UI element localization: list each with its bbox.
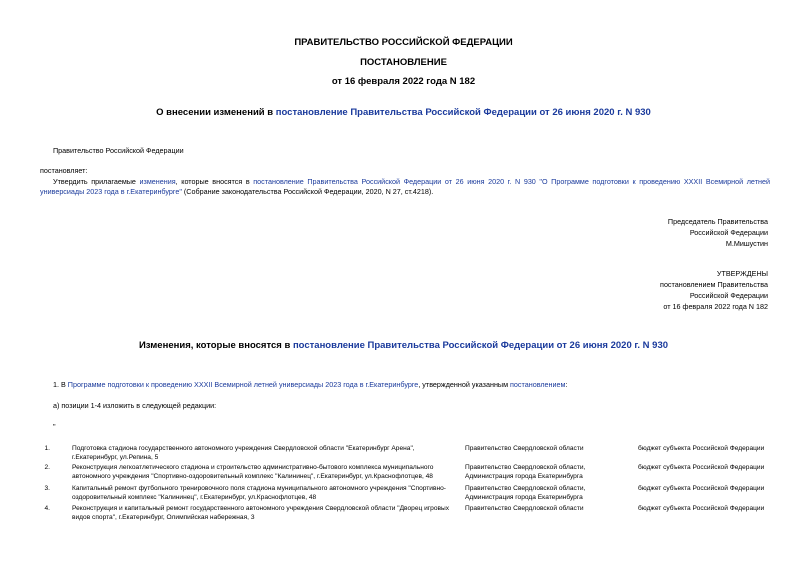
row-number: 1. [44,445,50,452]
row-description: Реконструкция легкоатлетического стадиона и строительство административно-бытового комплекса муниципального автономного учреждения "Спортивно-оздоровительный комплекс "Калининец", г.Екатеринбург, ул.Краснофлотцев, 48 [72,464,434,480]
row-responsible: Правительство Свердловской области [465,445,584,452]
signature-block [668,216,768,249]
row-responsible: Правительство Свердловской области [465,505,584,512]
program-link[interactable]: Программе подготовки к проведению XXXII Всемирной летней универсиады 2023 года в г.Екатеринбурге [67,380,419,389]
changes-title-prefix: Изменения, которые вносятся в [138,340,293,351]
row-description: Реконструкция и капитальный ремонт государственного автономного учреждения Свердловской области "Дворец игровых видов спорта", г.Екатеринбург, Олимпийская набережная, 3 [72,505,450,521]
row-responsible: Правительство Свердловской области, Администрация города Екатеринбурга [465,485,586,501]
approve-text: Утвердить прилагаемые [53,177,140,186]
item1-end: : [565,380,568,389]
document-type: ПОСТАНОВЛЕНИЕ [360,57,447,68]
document-title-prefix: О внесении изменений в [156,107,276,118]
document-date-number: от 16 февраля 2022 года N 182 [331,76,476,87]
resolution-link[interactable]: постановлением [510,380,566,389]
approval-line1: УТВЕРЖДЕНЫ [716,269,768,278]
amended-resolution-link[interactable]: постановление Правительства Российской Федерации от 26 июня 2020 г. N 930 [275,107,651,118]
government-title: ПРАВИТЕЛЬСТВО РОССИЙСКОЙ ФЕДЕРАЦИИ [294,37,513,48]
document-title [0,107,807,118]
row-funding: бюджет субъекта Российской Федерации [638,505,765,512]
row-description: Подготовка стадиона государственного автономного учреждения Свердловской области "Екатеринбург Арена", г.Екатеринбург, ул.Репина, 5 [72,445,415,461]
row-funding: бюджет субъекта Российской Федерации [638,464,765,471]
row-description: Капитальный ремонт футбольного тренировочного поля стадиона муниципального автономного учреждения "Спортивно-оздоровительный комплекс "Калининец", г.Екатеринбург, ул.Краснофлотцев, 48 [72,485,446,501]
signer-position-line2: Российской Федерации [689,228,768,237]
changes-title [0,340,807,351]
approval-line3: Российской Федерации [689,291,768,300]
signer-name: М.Мишустин [725,239,768,248]
changes-item-1 [53,380,567,390]
changes-resolution-link[interactable]: постановление Правительства Российской Федерации от 26 июня 2020 г. N 930 [292,340,669,351]
mid-text: , которые вносятся в [175,177,254,186]
approval-line4: от 16 февраля 2022 года N 182 [663,302,768,311]
approval-block [660,268,768,312]
row-number: 3. [44,485,50,492]
changes-link[interactable]: изменения [139,177,176,186]
source-text: (Собрание законодательства Российской Федерации, 2020, N 27, ст.4218). [181,187,434,196]
issuer: Правительство Российской Федерации [53,146,184,155]
program-title-link[interactable]: "О Программе подготовки к проведению XXXII Всемирной летней универсиады 2023 года в г.Екатеринбурге" [40,177,770,196]
opening-quote: " [53,422,56,431]
row-funding: бюджет субъекта Российской Федерации [638,445,765,452]
item1-prefix: 1. В [53,380,68,389]
row-responsible: Правительство Свердловской области, Администрация города Екатеринбурга [465,464,586,480]
resolution-930-link[interactable]: постановление Правительства Российской Федерации от 26 июня 2020 г. N 930 [253,177,536,186]
row-number: 2. [44,464,50,471]
changes-item-a: а) позиции 1-4 изложить в следующей редакции: [53,401,217,410]
resolution-paragraph [40,177,770,197]
row-funding: бюджет субъекта Российской Федерации [638,485,765,492]
approval-line2: постановлением Правительства [660,280,768,289]
item1-mid: , утвержденной указанным [418,380,511,389]
resolves-word: постановляет: [40,166,88,175]
row-number: 4. [44,505,50,512]
signer-position-line1: Председатель Правительства [667,217,768,226]
